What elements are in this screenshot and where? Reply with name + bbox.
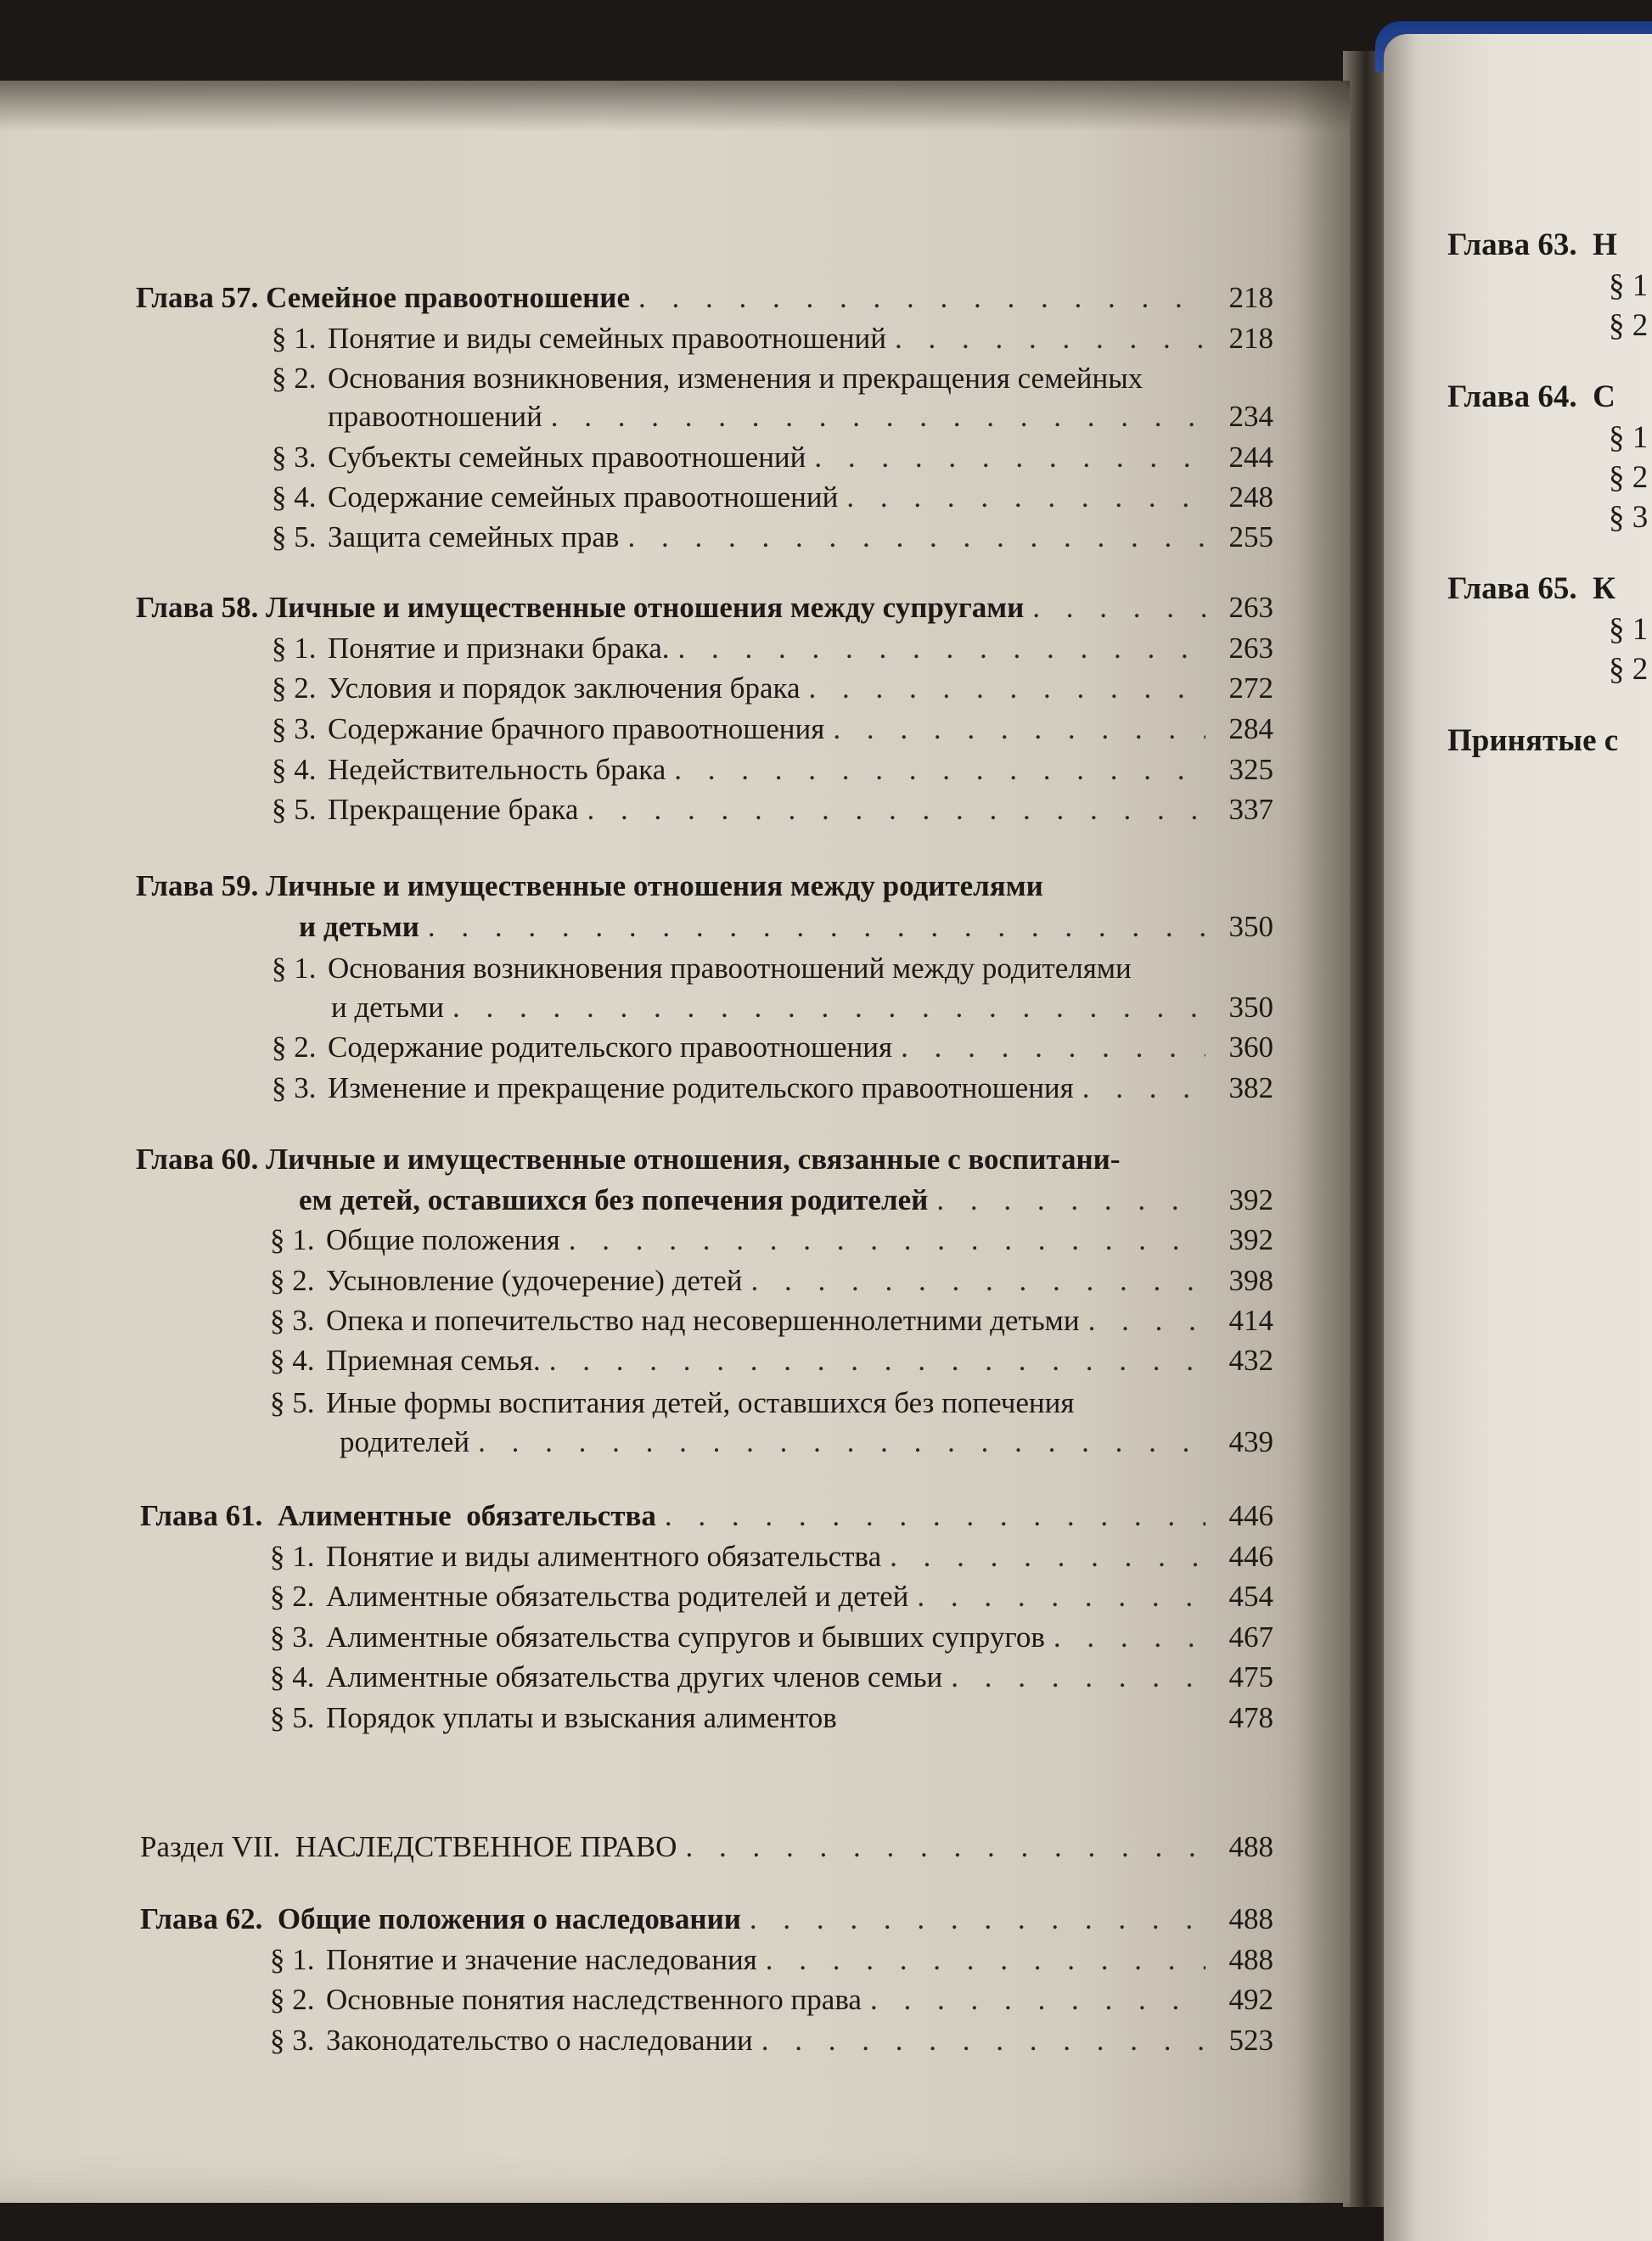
leader-dots xyxy=(678,631,1205,666)
toc-section-line xyxy=(270,1385,1074,1421)
toc-section xyxy=(270,2023,1273,2058)
toc-chapter-cont xyxy=(299,909,1273,945)
page-number: 398 xyxy=(1228,1264,1273,1297)
section-sign: § 1. xyxy=(270,1540,315,1573)
section-title-cont: правоотношений xyxy=(328,400,542,433)
page-number: 218 xyxy=(1228,322,1273,355)
section-title: Приемная семья. xyxy=(326,1344,541,1377)
section-title: Условия и порядок заключения брака xyxy=(328,671,801,705)
toc-section xyxy=(272,671,1273,706)
section-title: Алиментные обязательства родителей и детей xyxy=(326,1580,909,1613)
section-title: Опека и попечительство над несовершеннолетними детьми xyxy=(326,1304,1080,1337)
leader-dots xyxy=(551,399,1205,435)
section-title: Алиментные обязательства супругов и бывших супругов xyxy=(326,1620,1045,1654)
section-sign: § 2. xyxy=(270,1983,315,2016)
right-section: § 2 xyxy=(1609,308,1649,343)
leader-dots xyxy=(1032,590,1205,626)
section-title-cont: и детьми xyxy=(331,991,444,1024)
toc-section xyxy=(272,321,1273,357)
toc-section xyxy=(270,1222,1273,1258)
leader-dots xyxy=(569,1222,1205,1258)
section-title: Иные формы воспитания детей, оставшихся без попечения xyxy=(326,1386,1075,1419)
section-sign: § 1. xyxy=(272,952,317,985)
toc-section xyxy=(272,520,1273,555)
section-title: Прекращение брака xyxy=(328,793,579,826)
leader-dots xyxy=(638,280,1205,316)
leader-dots xyxy=(549,1343,1205,1379)
section-title: Порядок уплаты и взыскания алиментов xyxy=(326,1701,837,1734)
section-title-cont: родителей xyxy=(340,1425,470,1458)
page-number: 350 xyxy=(1228,991,1273,1024)
page-number: 272 xyxy=(1228,671,1273,705)
toc-section xyxy=(272,711,1273,747)
page-number: 248 xyxy=(1228,480,1273,514)
right-section: § 1 xyxy=(1609,268,1649,303)
leader-dots xyxy=(428,909,1205,945)
page-number: 382 xyxy=(1228,1071,1273,1104)
section-title: Понятие и значение наследования xyxy=(326,1943,757,1976)
toc-chapter-62 xyxy=(140,1901,1273,1937)
chapter-title: Глава 61. Алиментные обязательства xyxy=(140,1499,656,1532)
section-sign: § 1. xyxy=(270,1943,315,1976)
leader-dots xyxy=(587,792,1205,828)
page-number: 284 xyxy=(1228,712,1273,745)
section-title: Усыновление (удочерение) детей xyxy=(326,1264,743,1297)
chapter-title-cont: и детьми xyxy=(299,910,419,943)
leader-dots xyxy=(1088,1303,1205,1339)
section-sign: § 1. xyxy=(270,1223,315,1256)
right-section: § 2 xyxy=(1609,652,1649,687)
right-section: § 2 xyxy=(1609,460,1649,495)
section-sign: § 3. xyxy=(270,1620,315,1654)
page-number: 523 xyxy=(1228,2024,1273,2057)
right-section: § 3 xyxy=(1609,500,1649,535)
leader-dots xyxy=(951,1660,1205,1695)
toc-section xyxy=(270,1539,1273,1575)
page-number: 350 xyxy=(1228,910,1273,943)
right-appendix-heading: Принятые с xyxy=(1447,723,1619,758)
page-number: 263 xyxy=(1228,591,1273,624)
leader-dots xyxy=(870,1982,1205,2018)
page-number: 337 xyxy=(1228,793,1273,826)
section-title: Законодательство о наследовании xyxy=(326,2024,753,2057)
leader-dots xyxy=(750,1901,1205,1937)
section-sign: § 4. xyxy=(272,480,317,514)
section-sign: § 2. xyxy=(272,671,317,705)
toc-section xyxy=(272,1070,1273,1106)
section-sign: § 3. xyxy=(272,441,317,474)
leader-dots xyxy=(936,1182,1205,1218)
toc-chapter-57 xyxy=(136,280,1273,316)
section-sign: § 5. xyxy=(270,1701,315,1734)
toc-section xyxy=(270,1982,1273,2018)
toc-section xyxy=(270,1263,1273,1299)
toc-chapter-59: Глава 59. Личные и имущественные отношения между родителями xyxy=(136,869,1043,902)
toc-section-cont xyxy=(331,990,1273,1025)
section-title: Основные понятия наследственного права xyxy=(326,1983,862,2016)
right-section: § 1 xyxy=(1609,420,1649,455)
page-number: 263 xyxy=(1228,632,1273,665)
section-sign: § 4. xyxy=(272,753,317,786)
leader-dots xyxy=(685,1829,1205,1865)
page-number: 234 xyxy=(1228,400,1273,433)
chapter-title: Глава 57. Семейное правоотношение xyxy=(136,281,630,314)
leader-dots xyxy=(761,2023,1205,2058)
toc-chapter-cont xyxy=(299,1182,1273,1218)
leader-dots xyxy=(917,1579,1205,1615)
section-title: Субъекты семейных правоотношений xyxy=(328,441,806,474)
leader-dots xyxy=(478,1424,1205,1460)
toc-section-line xyxy=(272,361,1143,396)
section-sign: § 2. xyxy=(272,1031,317,1064)
page-number: 488 xyxy=(1228,1830,1273,1863)
toc-section xyxy=(272,631,1273,666)
leader-dots xyxy=(627,520,1205,555)
section-title: Содержание родительского правоотношения xyxy=(328,1031,893,1064)
section-title: Изменение и прекращение родительского правоотношения xyxy=(328,1071,1074,1104)
toc-section xyxy=(272,440,1273,475)
section-sign: § 3. xyxy=(272,1071,317,1104)
toc-part-7 xyxy=(140,1829,1273,1865)
leader-dots xyxy=(665,1498,1205,1534)
page-number: 446 xyxy=(1228,1499,1273,1532)
chapter-title: Глава 62. Общие положения о наследовании xyxy=(140,1902,741,1935)
section-sign: § 3. xyxy=(270,1304,315,1337)
page-number: 360 xyxy=(1228,1031,1273,1064)
section-sign: § 3. xyxy=(272,712,317,745)
chapter-title-cont: ем детей, оставшихся без попечения родителей xyxy=(299,1183,929,1216)
right-chapter-63: Глава 63. Н xyxy=(1447,227,1617,262)
right-section: § 1 xyxy=(1609,612,1649,647)
leader-dots xyxy=(846,480,1205,515)
toc-section xyxy=(270,1700,1273,1736)
leader-dots xyxy=(1082,1070,1205,1106)
leader-dots xyxy=(751,1263,1206,1299)
section-sign: § 1. xyxy=(272,322,317,355)
section-sign: § 4. xyxy=(270,1660,315,1693)
section-title: Основания возникновения правоотношений между родителями xyxy=(328,952,1132,985)
toc-section xyxy=(270,1343,1273,1379)
section-sign: § 5. xyxy=(272,793,317,826)
toc-section-cont xyxy=(340,1424,1273,1460)
page-number: 414 xyxy=(1228,1304,1273,1337)
section-title: Понятие и виды алиментного обязательства xyxy=(326,1540,882,1573)
section-sign: § 3. xyxy=(270,2024,315,2057)
toc-section xyxy=(272,480,1273,515)
section-title: Содержание брачного правоотношения xyxy=(328,712,825,745)
right-chapter-64: Глава 64. С xyxy=(1447,379,1615,414)
part-title: Раздел VII. НАСЛЕДСТВЕННОЕ ПРАВО xyxy=(140,1830,677,1863)
toc-chapter-60: Глава 60. Личные и имущественные отношения, связанные с воспитани- xyxy=(136,1143,1121,1176)
toc-section xyxy=(270,1303,1273,1339)
toc-section-line xyxy=(272,951,1132,986)
toc-section xyxy=(270,1620,1273,1655)
section-sign: § 2. xyxy=(270,1580,315,1613)
page-number: 218 xyxy=(1228,281,1273,314)
leader-dots xyxy=(895,321,1205,357)
toc-section xyxy=(270,1942,1273,1978)
section-sign: § 5. xyxy=(270,1386,315,1419)
page-number: 488 xyxy=(1228,1943,1273,1976)
toc-section-cont xyxy=(328,399,1273,435)
chapter-title: Глава 58. Личные и имущественные отношения между супругами xyxy=(136,591,1025,624)
section-sign: § 2. xyxy=(270,1264,315,1297)
page-number: 392 xyxy=(1228,1223,1273,1256)
section-sign: § 4. xyxy=(270,1344,315,1377)
page-number: 467 xyxy=(1228,1620,1273,1654)
section-sign: § 1. xyxy=(272,632,317,665)
section-title: Общие положения xyxy=(326,1223,560,1256)
leader-dots xyxy=(766,1942,1205,1978)
page-number: 325 xyxy=(1228,753,1273,786)
section-title: Основания возникновения, изменения и прекращения семейных xyxy=(328,362,1143,395)
right-page xyxy=(1384,34,1652,2241)
page-number: 454 xyxy=(1228,1580,1273,1613)
toc-section xyxy=(272,752,1273,788)
section-title: Недействительность брака xyxy=(328,753,666,786)
section-sign: § 2. xyxy=(272,362,317,395)
page-number: 244 xyxy=(1228,441,1273,474)
leader-dots xyxy=(901,1030,1205,1065)
toc-section xyxy=(270,1579,1273,1615)
page-number: 492 xyxy=(1228,1983,1273,2016)
leader-dots xyxy=(833,711,1205,747)
page-number: 478 xyxy=(1228,1701,1273,1734)
toc-section xyxy=(272,1030,1273,1065)
toc-chapter-61 xyxy=(140,1498,1273,1534)
section-title: Понятие и признаки брака. xyxy=(328,632,670,665)
section-title: Алиментные обязательства других членов семьи xyxy=(326,1660,943,1693)
toc-section xyxy=(270,1660,1273,1695)
section-title: Содержание семейных правоотношений xyxy=(328,480,839,514)
page-number: 432 xyxy=(1228,1344,1273,1377)
section-title: Защита семейных прав xyxy=(328,520,620,553)
page-number: 446 xyxy=(1228,1540,1273,1573)
toc-chapter-58 xyxy=(136,590,1273,626)
section-title: Понятие и виды семейных правоотношений xyxy=(328,322,886,355)
page-number: 475 xyxy=(1228,1660,1273,1693)
right-chapter-65: Глава 65. К xyxy=(1447,571,1615,606)
page-number: 392 xyxy=(1228,1183,1273,1216)
page-number: 439 xyxy=(1228,1425,1273,1458)
leader-dots xyxy=(674,752,1205,788)
toc-section xyxy=(272,792,1273,828)
leader-dots xyxy=(814,440,1205,475)
page-number: 255 xyxy=(1228,520,1273,553)
section-sign: § 5. xyxy=(272,520,317,553)
leader-dots xyxy=(1054,1620,1205,1655)
leader-dots xyxy=(890,1539,1205,1575)
leader-dots xyxy=(809,671,1206,706)
page-number: 488 xyxy=(1228,1902,1273,1935)
leader-dots xyxy=(452,990,1205,1025)
